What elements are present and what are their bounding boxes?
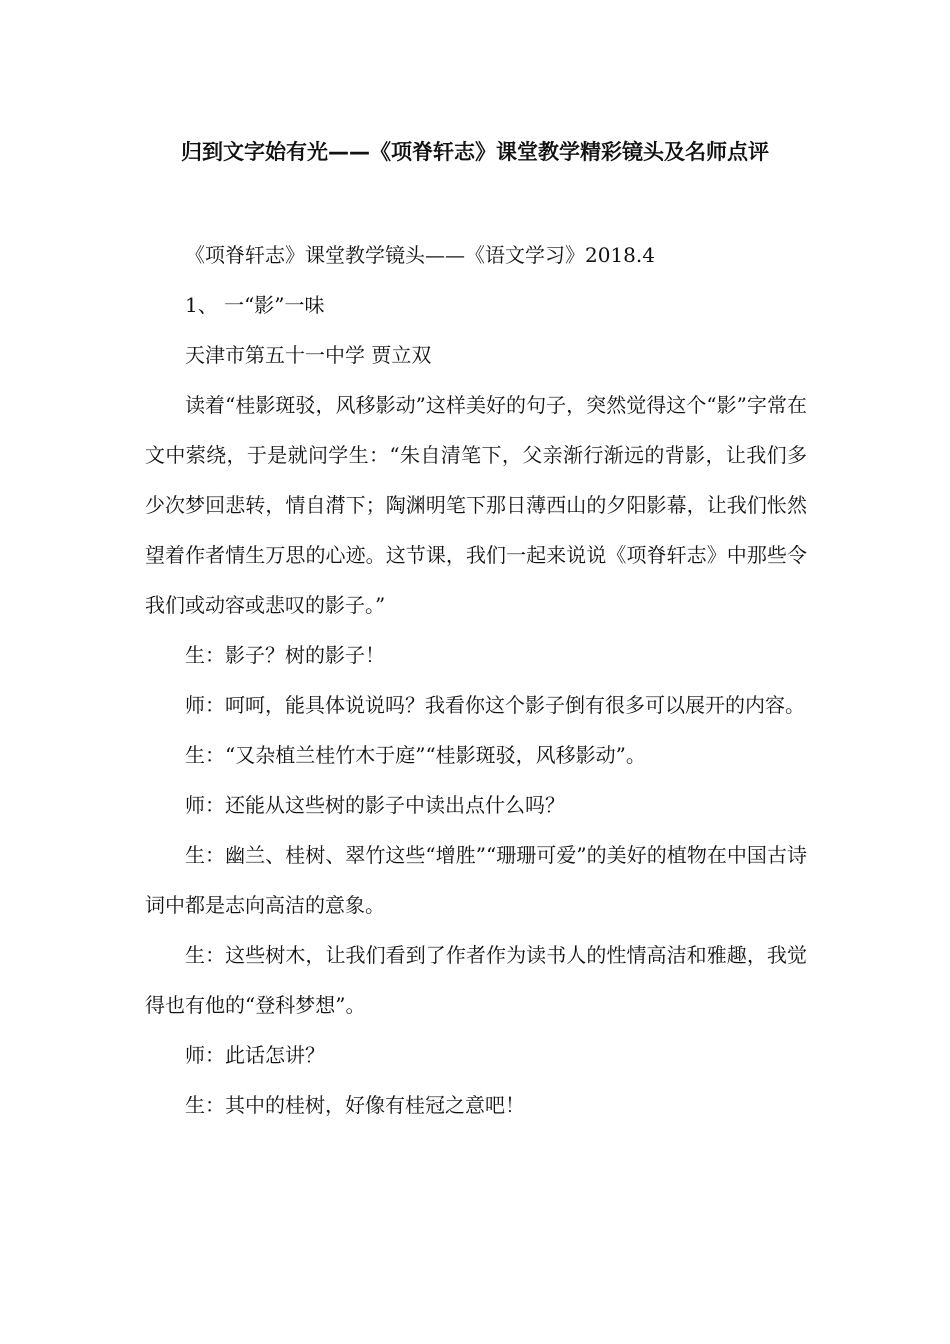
- dialogue-line: 生：其中的桂树，好像有桂冠之意吧！: [185, 1093, 525, 1117]
- dialogue-line: 生：影子？树的影子！: [185, 643, 385, 667]
- author-line: 天津市第五十一中学 贾立双: [185, 343, 432, 367]
- document-body: [145, 230, 807, 1130]
- section-heading: 1、 一“影”一味: [185, 293, 325, 317]
- document-title: 归到文字始有光——《项脊轩志》课堂教学精彩镜头及名师点评: [181, 140, 769, 164]
- dialogue-line: 师：呵呵，能具体说说吗？我看你这个影子倒有很多可以展开的内容。: [185, 693, 805, 717]
- source-line: 《项脊轩志》课堂教学镜头——《语文学习》2018.4: [185, 243, 655, 267]
- dialogue-line: 生：这些树木，让我们看到了作者作为读书人的性情高洁和雅趣，我觉得也有他的“登科梦想”。: [145, 943, 807, 1017]
- dialogue-line: 生：“又杂植兰桂竹木于庭”“桂影斑驳，风移影动”。: [185, 743, 646, 767]
- dialogue-line: 生：幽兰、桂树、翠竹这些“增胜”“珊珊可爱”的美好的植物在中国古诗词中都是志向高洁的意象。: [145, 843, 807, 917]
- body-paragraph: 读着“桂影斑驳，风移影动”这样美好的句子，突然觉得这个“影”字常在文中萦绕，于是就问学生：“朱自清笔下，父亲渐行渐远的背影，让我们多少次梦回悲转，情自潸下；陶渊明笔下那日薄西山的夕阳影幕，让我们怅然望着作者情生万思的心迹。这节课，我们一起来说说《项脊轩志》中那些令我们或动容或悲叹的影子。”: [145, 393, 807, 617]
- dialogue-line: 师：此话怎讲？: [185, 1043, 325, 1067]
- dialogue-line: 师：还能从这些树的影子中读出点什么吗？: [185, 793, 565, 817]
